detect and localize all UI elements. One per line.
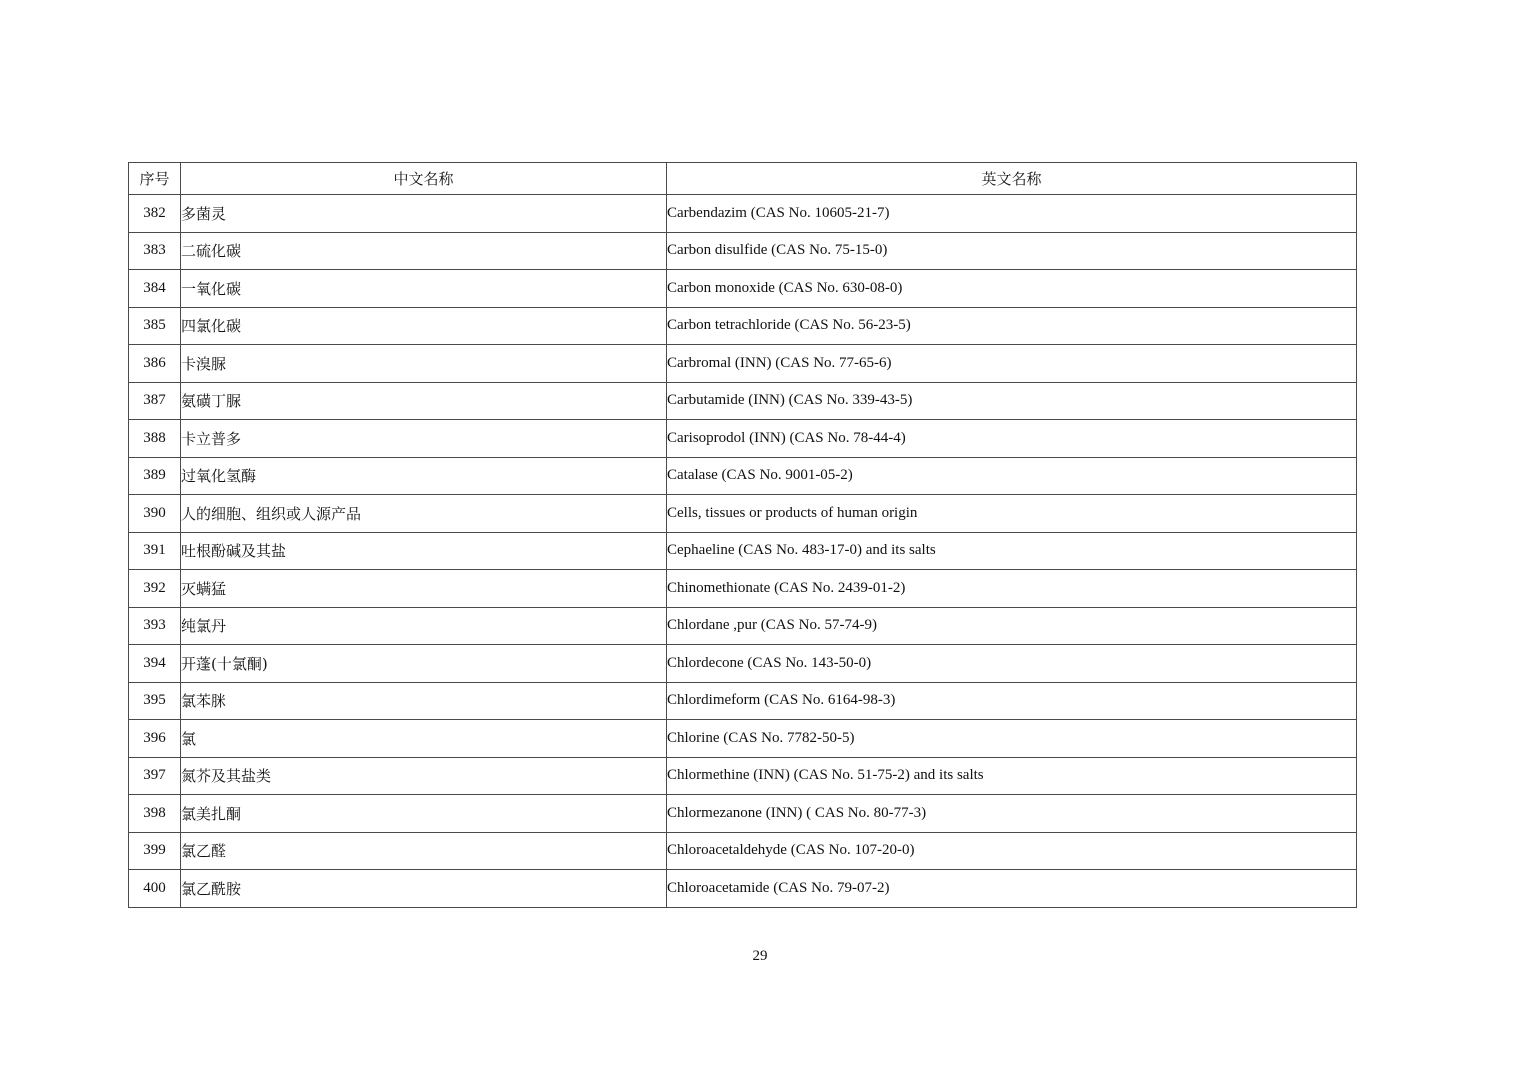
row-chinese-name: 氮芥及其盐类 — [181, 757, 667, 795]
table-row — [129, 307, 1357, 345]
row-chinese-name: 吐根酚碱及其盐 — [181, 532, 667, 570]
row-chinese-name: 卡立普多 — [181, 420, 667, 458]
row-chinese-name: 灭螨猛 — [181, 570, 667, 608]
row-chinese-name: 氯美扎酮 — [181, 795, 667, 833]
row-chinese-name: 卡溴脲 — [181, 345, 667, 383]
row-serial-number: 387 — [129, 382, 181, 420]
row-chinese-name: 氯 — [181, 720, 667, 758]
table-row — [129, 870, 1357, 908]
row-serial-number: 399 — [129, 832, 181, 870]
row-serial-number: 397 — [129, 757, 181, 795]
row-serial-number: 396 — [129, 720, 181, 758]
substance-table — [128, 162, 1357, 908]
row-chinese-name: 氯乙酰胺 — [181, 870, 667, 908]
row-english-name: Chlordimeform (CAS No. 6164-98-3) — [667, 682, 1357, 720]
header-english-name: 英文名称 — [667, 163, 1357, 195]
table-row — [129, 795, 1357, 833]
row-serial-number: 398 — [129, 795, 181, 833]
row-serial-number: 384 — [129, 270, 181, 308]
table-row — [129, 682, 1357, 720]
table-body — [129, 195, 1357, 908]
row-serial-number: 383 — [129, 232, 181, 270]
row-english-name: Chlordecone (CAS No. 143-50-0) — [667, 645, 1357, 683]
row-english-name: Cephaeline (CAS No. 483-17-0) and its salts — [667, 532, 1357, 570]
table-row — [129, 195, 1357, 233]
row-serial-number: 395 — [129, 682, 181, 720]
table-row — [129, 645, 1357, 683]
row-serial-number: 394 — [129, 645, 181, 683]
row-chinese-name: 氨磺丁脲 — [181, 382, 667, 420]
table-row — [129, 345, 1357, 383]
table-row — [129, 382, 1357, 420]
row-serial-number: 385 — [129, 307, 181, 345]
row-chinese-name: 人的细胞、组织或人源产品 — [181, 495, 667, 533]
row-serial-number: 391 — [129, 532, 181, 570]
row-serial-number: 400 — [129, 870, 181, 908]
row-serial-number: 392 — [129, 570, 181, 608]
page-number: 29 — [752, 948, 768, 964]
row-chinese-name: 氯苯脒 — [181, 682, 667, 720]
table-header — [129, 163, 1357, 195]
row-chinese-name: 开蓬(十氯酮) — [181, 645, 667, 683]
table-row — [129, 232, 1357, 270]
row-serial-number: 388 — [129, 420, 181, 458]
row-english-name: Carbon tetrachloride (CAS No. 56-23-5) — [667, 307, 1357, 345]
table-row — [129, 720, 1357, 758]
row-english-name: Chlorine (CAS No. 7782-50-5) — [667, 720, 1357, 758]
row-serial-number: 382 — [129, 195, 181, 233]
table-row — [129, 757, 1357, 795]
row-english-name: Catalase (CAS No. 9001-05-2) — [667, 457, 1357, 495]
table-row — [129, 420, 1357, 458]
row-english-name: Chloroacetaldehyde (CAS No. 107-20-0) — [667, 832, 1357, 870]
row-english-name: Carbendazim (CAS No. 10605-21-7) — [667, 195, 1357, 233]
row-english-name: Chlordane ,pur (CAS No. 57-74-9) — [667, 607, 1357, 645]
row-english-name: Carbon monoxide (CAS No. 630-08-0) — [667, 270, 1357, 308]
row-english-name: Chloroacetamide (CAS No. 79-07-2) — [667, 870, 1357, 908]
row-chinese-name: 过氧化氢酶 — [181, 457, 667, 495]
row-chinese-name: 纯氯丹 — [181, 607, 667, 645]
row-serial-number: 390 — [129, 495, 181, 533]
table-row — [129, 532, 1357, 570]
row-chinese-name: 多菌灵 — [181, 195, 667, 233]
table-row — [129, 270, 1357, 308]
row-chinese-name: 一氧化碳 — [181, 270, 667, 308]
header-chinese-name: 中文名称 — [181, 163, 667, 195]
row-serial-number: 393 — [129, 607, 181, 645]
header-serial-number: 序号 — [129, 163, 181, 195]
table-row — [129, 457, 1357, 495]
row-english-name: Cells, tissues or products of human origin — [667, 495, 1357, 533]
row-english-name: Carbromal (INN) (CAS No. 77-65-6) — [667, 345, 1357, 383]
table-row — [129, 607, 1357, 645]
row-serial-number: 389 — [129, 457, 181, 495]
row-serial-number: 386 — [129, 345, 181, 383]
row-chinese-name: 氯乙醛 — [181, 832, 667, 870]
row-chinese-name: 二硫化碳 — [181, 232, 667, 270]
row-english-name: Carisoprodol (INN) (CAS No. 78-44-4) — [667, 420, 1357, 458]
row-english-name: Carbutamide (INN) (CAS No. 339-43-5) — [667, 382, 1357, 420]
table-row — [129, 570, 1357, 608]
row-english-name: Carbon disulfide (CAS No. 75-15-0) — [667, 232, 1357, 270]
table-row — [129, 495, 1357, 533]
header-row — [129, 163, 1357, 195]
row-english-name: Chlormezanone (INN) ( CAS No. 80-77-3) — [667, 795, 1357, 833]
table-row — [129, 832, 1357, 870]
row-chinese-name: 四氯化碳 — [181, 307, 667, 345]
row-english-name: Chlormethine (INN) (CAS No. 51-75-2) and its salts — [667, 757, 1357, 795]
row-english-name: Chinomethionate (CAS No. 2439-01-2) — [667, 570, 1357, 608]
